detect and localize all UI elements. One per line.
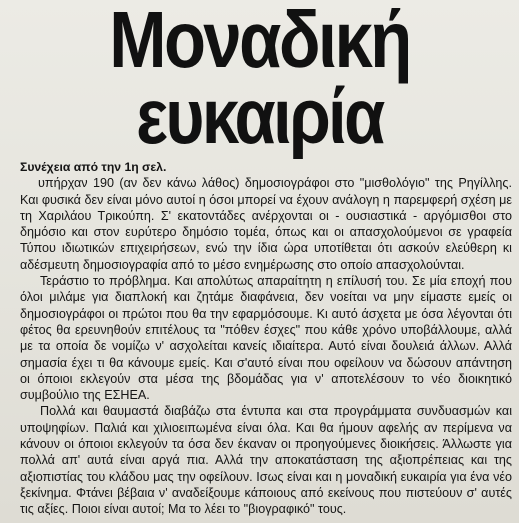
article-paragraph-2: Τεράστιο το πρόβλημα. Και απολύτως απαραίτητη η επίλυσή του. Σε μία εποχή που όλοι μιλάμε για διαπλοκή και ζητάμε διαφάνεια, δεν νοείται να μην είμαστε εμείς οι δημοσιογράφοι οι πρώτοι που θα την εφαρμόσουμε. Κι αυτό άσχετα με όσα λέγονται ότι φέτος θα ερευνηθούν επιτέλους τα "πόθεν έσχες" που κάθε χρόνο υποβάλλουμε, αλλά με τα οποία δε νομίζω ν' ασχολείται κανείς ιδιαίτερα. Αυτό είναι δουλειά άλλων. Αλλά σημασία έχει τι θα κάνουμε εμείς. Και σ'αυτό είναι που οφείλουν να δώσουν απάντηση οι όποιοι εκλεγούν στα μέσα της βδομάδας για ν' αποτελέσουν το νέο διοικητικό συμβούλιο της ΕΣΗΕΑ. (20, 274, 512, 403)
continuation-label: Συνέχεια από την 1η σελ. (20, 160, 167, 174)
article-paragraph-3: Πολλά και θαυμαστά διαβάζω στα έντυπα και στα προγράμματα συνδυασμών και υποψηφίων. Παλιά και χιλιοειπωμένα είναι όλα. Και θα ήμουν αφελής αν περίμενα να κάνουν οι όποιοι εκλεγούν τα όσα δεν έκαναν οι προηγούμενες διοικήσεις. Άλλωστε για πολλά απ' αυτά είναι αργά πια. Αλλά την αποκατάσταση της αξιοπρέπειας και της αξιοπιστίας του κλάδου μας την οφείλουν. Ισως είναι και η μοναδική ευκαιρία για ένα νέο ξεκίνημα. Φτάνει βέβαια ν' αναδείξουμε κάποιους από εκείνους που πιστεύουν σ' αυτές τις αξίες. Ποιοι είναι αυτοί; Μα το λέει το "βιογραφικό" τους. (20, 404, 512, 517)
headline-line-1: Μοναδική (109, 0, 410, 84)
article-body (20, 159, 512, 518)
headline-line-2: ευκαιρία (136, 72, 383, 160)
article-paragraph-1: υπήρχαν 190 (αν δεν κάνω λάθος) δημοσιογράφοι στο "μισθολόγιο" της Ρηγίλλης. Και φυσικά δεν είναι μόνο αυτοί η όσοι μπορεί να έχουν ανάλογη η παρεμφερή σχέση με τη Χαριλάου Τρικούπη. Σ' εκατοντάδες ανέρχονται οι - ουσιαστικά - αργόμισθοι στο δημόσιο και στον ευρύτερο δημόσιο τομέα, όπως και οι απασχολούμενοι σε γραφεία Τύπου ιδιωτικών επιχειρήσεων, ενώ την ίδια ώρα υποτίθεται ότι ασκούν ελεύθερη κι αδέσμευτη δημοσιογραφία από το μέσο ενημέρωσης στο οποίο απασχολούνται. (20, 176, 512, 272)
